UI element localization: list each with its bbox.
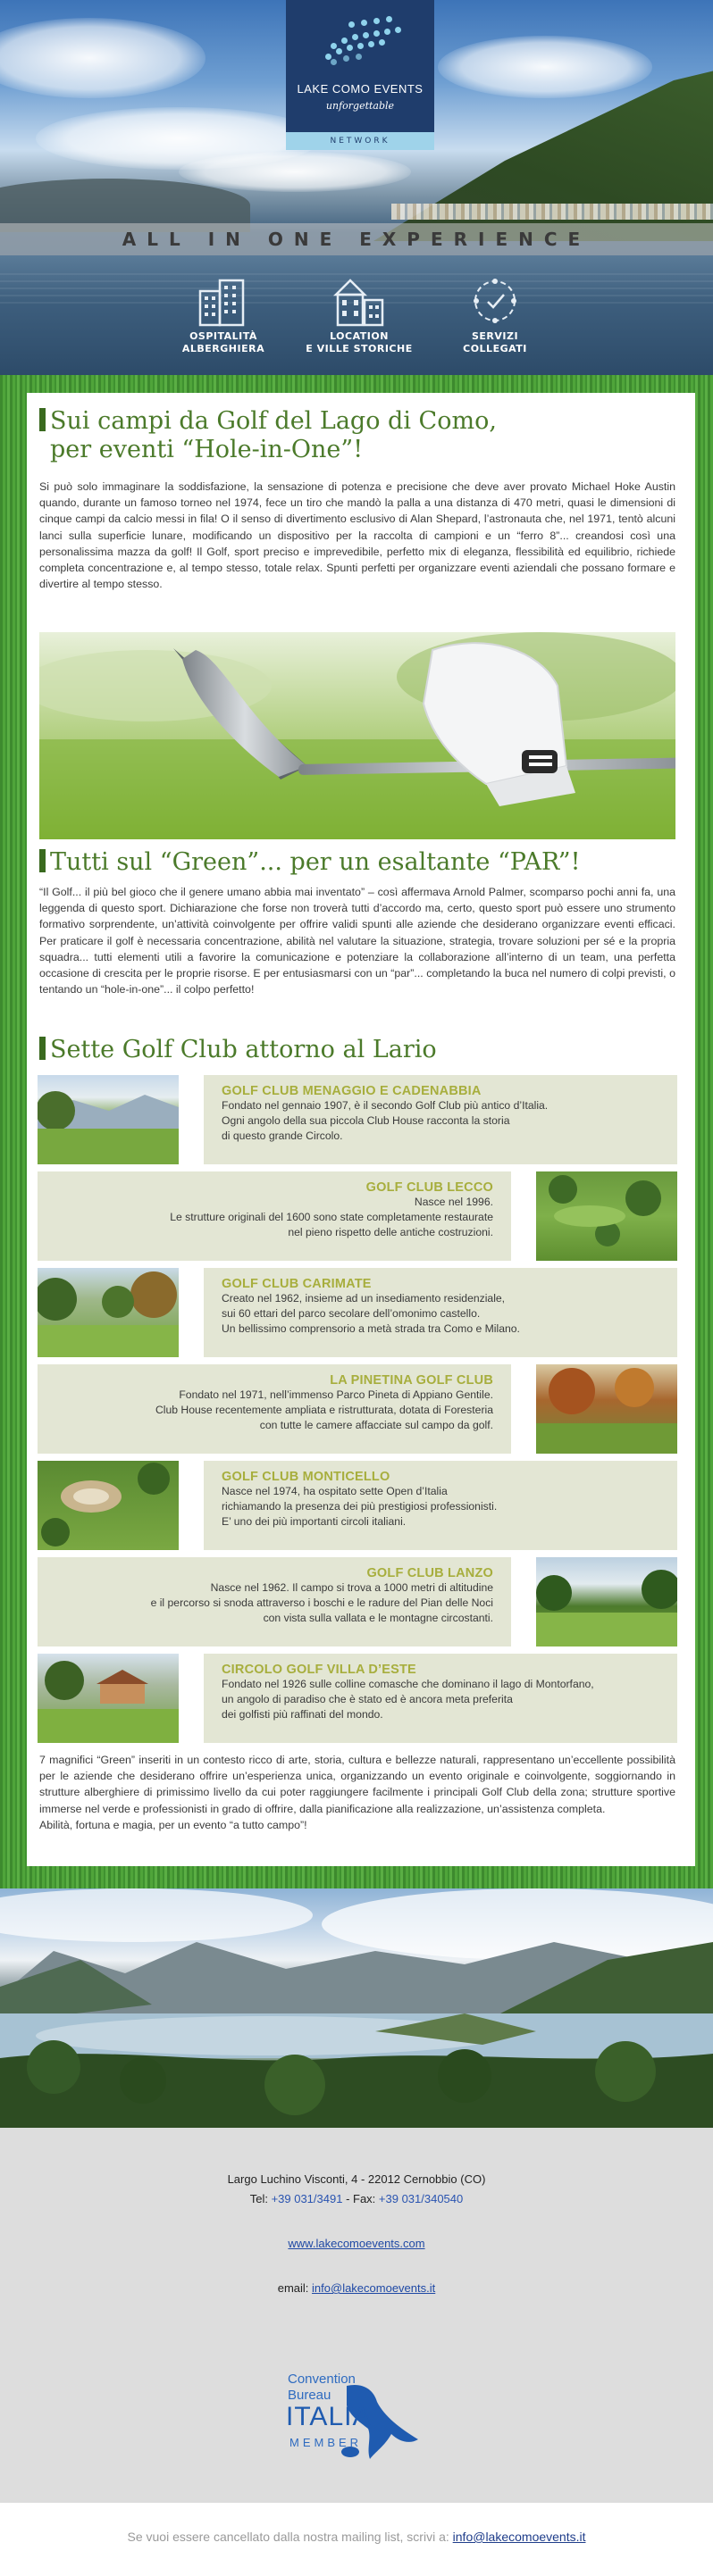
logo[interactable] (286, 0, 434, 150)
cloud (179, 152, 411, 192)
title-bar (39, 408, 46, 431)
footer-email-row: email: info@lakecomoevents.it (277, 2281, 436, 2295)
club-description: Creato nel 1962, insieme ad un insediamento residenziale, sui 60 ettari del parco secolare dell’omonimo castello. Un bellissimo comprensorio a metà strada tra Como e Milano. (222, 1292, 520, 1335)
footer-website-row (0, 2237, 713, 2250)
club-description: Fondato nel 1971, nell’immenso Parco Pineta di Appiano Gentile. Club House recentemente ampliata e ristrutturata, dotata di Foresteria con tutte le camere affacciate sul campo da golf. (155, 1388, 493, 1431)
club-row-carimate[interactable] (38, 1268, 677, 1357)
title-bar (39, 1037, 46, 1060)
section-title-golf-line2: per eventi “Hole-in-One”! (50, 436, 364, 463)
service-related[interactable] (432, 275, 558, 355)
hotel-icon (195, 275, 252, 327)
unsubscribe-text: Se vuoi essere cancellato dalla nostra mailing list, scrivi a: info@lakecomoevents.it (127, 2530, 586, 2544)
section-title-golf: Sui campi da Golf del Lago di Como, per eventi “Hole-in-One”! (39, 407, 497, 464)
club-name: GOLF CLUB MONTICELLO (222, 1470, 390, 1484)
club-photo (38, 1654, 179, 1743)
email-link[interactable]: info@lakecomoevents.it (312, 2281, 436, 2295)
closing-paragraph (39, 1752, 675, 1833)
hero-banner (0, 0, 713, 375)
club-name: LA PINETINA GOLF CLUB (330, 1373, 493, 1388)
logo-name: LAKE COMO EVENTS (297, 82, 424, 96)
lakeside-town (391, 204, 713, 220)
section-body-golf: Si può solo immaginare la soddisfazione, la sensazione di potenza e precisione che deve aver provato Michael Hoke Austin quando, durante un famoso torneo nel 1974, fece un tiro che mandò la palla a una distanza di 470 metri, quasi le dimensioni di cinque campi da calcio messi in fila! O il senso di divertimento esclusivo di Alan Shepard, l’astronauta che, nel 1971, tentò alcuni lanci sulla superficie lunare, modificando un dispositivo per la raccolta di campioni e un “ferro 8”... creandosi così una personalissima mazza da golf! Il Golf, sport preciso e imprevedibile, perfetto mix di eleganza, flessibilità ed equilibrio, richiede completa concentrazione e, al tempo stesso, totale relax. Spunti perfetti per organizzare eventi aziendali che possano formare e divertire al tempo stesso. (39, 480, 675, 591)
club-name: GOLF CLUB LECCO (365, 1180, 493, 1195)
service-label: ALBERGHIERA (181, 343, 265, 354)
club-description: Nasce nel 1962. Il campo si trova a 1000 metri di altitudine e il percorso si snoda attraverso i boschi e le radure del Pian delle Noci con vista sulla vallata e le montagne circostanti. (150, 1581, 493, 1624)
service-label: LOCATION (330, 330, 389, 342)
services-circle-icon (466, 275, 524, 327)
club-photo (536, 1171, 677, 1261)
club-info (38, 1364, 511, 1454)
unsubscribe-email-link[interactable]: info@lakecomoevents.it (452, 2530, 586, 2544)
footer-address: Largo Luchino Visconti, 4 - 22012 Cernobbio (CO) (227, 2172, 486, 2186)
club-info (38, 1171, 511, 1261)
lake-panorama-illustration (0, 1888, 713, 2128)
phone-number[interactable]: +39 031/3491 (271, 2192, 343, 2205)
service-hospitality[interactable] (161, 275, 286, 355)
fax-number[interactable]: +39 031/340540 (378, 2192, 464, 2205)
club-name: GOLF CLUB MENAGGIO E CADENABBIA (222, 1084, 482, 1098)
convention-bureau-badge (284, 2366, 432, 2464)
club-photo (38, 1075, 179, 1164)
lake-panorama (0, 1888, 713, 2128)
tagline-text: ALL IN ONE EXPERIENCE (122, 229, 591, 250)
closing-text-2: Abilità, fortuna e magia, per un evento “a tutto campo”! (39, 1818, 307, 1831)
service-label: OSPITALITÀ (189, 330, 257, 342)
club-name: CIRCOLO GOLF VILLA D’ESTE (222, 1663, 416, 1677)
club-name: GOLF CLUB CARIMATE (222, 1277, 372, 1291)
badge-line1: Convention (288, 2372, 356, 2387)
club-description: Fondato nel gennaio 1907, è il secondo Golf Club più antico d’Italia. Ogni angolo della sua piccola Club House racconta la storia di questo grande Circolo. (222, 1099, 549, 1142)
club-info (204, 1075, 677, 1164)
club-row-lecco[interactable] (38, 1171, 677, 1261)
closing-text: 7 magnifici “Green” inseriti in un contesto ricco di arte, storia, cultura e bellezze naturali, rappresentano un’eccellente possibilità per le aziende che desiderano offrire un’esperienza unica, organizzando un evento originale e coinvolgente, soggiornando in strutture alberghiere di primissimo livello da cui poter raggiungere facilmente i principali Golf Club della zona; strutture sportive immerse nel verde e professionisti in grado di offrire, dalla pianificazione alla realizzazione, un’assistenza completa. (39, 1754, 675, 1815)
club-row-pinetina[interactable] (38, 1364, 677, 1454)
club-photo (38, 1268, 179, 1357)
club-row-villa-deste[interactable] (38, 1654, 677, 1743)
golf-club-illustration (39, 632, 675, 839)
service-label: COLLEGATI (463, 343, 527, 354)
club-description: Fondato nel 1926 sulle colline comasche che dominano il lago di Montorfano, un angolo di paradiso che è stato ed è ancora meta preferita dei golfisti più raffinati del mondo. (222, 1678, 594, 1721)
section-title-green: Tutti sul “Green”... per un esaltante “PAR”! (39, 848, 580, 877)
footer-phone: Tel: +39 031/3491 - Fax: +39 031/340540 (249, 2192, 464, 2205)
club-info (38, 1557, 511, 1646)
section-body-green: “Il Golf... il più bel gioco che il genere umano abbia mai inventato” – così affermava Arnold Palmer, scomparso pochi anni fa, una leggenda di questo sport. Dichiarazione che forse non troverà tutti d’accordo ma, certo, questo sport può essere uno strumento formativo sorprendente, un’attività coinvolgente per offrire validi spunti alle aziende che desiderano organizzare eventi efficaci. Per praticare il golf è necessaria concentrazione, abilità nel valutare la situazione, strategia, trovare soluzioni per sé e la propria squadra... tutti elementi utili a favorire la comunicazione e potenziare la collaborazione all’interno di un team, una perfetta occasione di crescita per le proprie risorse. E per entusiasmarsi con un “par”... completando la buca nel numero di colpi previsti, o tentando un “hole-in-one”... il colpo perfetto! (39, 886, 675, 996)
tagline-band (0, 223, 713, 255)
service-location[interactable] (297, 275, 422, 355)
badge-line2: Bureau (288, 2388, 331, 2403)
club-row-monticello[interactable] (38, 1461, 677, 1550)
golf-club-photo (39, 632, 675, 839)
dots-wave-icon (322, 16, 402, 65)
club-row-lanzo[interactable] (38, 1557, 677, 1646)
title-bar (39, 849, 46, 872)
service-label: SERVIZI (471, 330, 519, 342)
website-link[interactable]: www.lakecomoevents.com (288, 2237, 425, 2250)
club-name: GOLF CLUB LANZO (366, 1566, 493, 1580)
club-photo (38, 1461, 179, 1550)
cloud (438, 36, 652, 98)
club-photo (536, 1557, 677, 1646)
logo-tagline: unforgettable (325, 100, 395, 112)
badge-line4: MEMBER (289, 2436, 363, 2449)
unsubscribe-bar (0, 2503, 713, 2576)
club-photo (536, 1364, 677, 1454)
section-title-clubs: Sette Golf Club attorno al Lario (39, 1036, 437, 1064)
service-label: E VILLE STORICHE (306, 343, 413, 354)
cloud (0, 18, 206, 98)
club-row-menaggio[interactable] (38, 1075, 677, 1164)
club-description: Nasce nel 1996. Le strutture originali del 1600 sono state completamente restaurate nel pieno rispetto delle antiche costruzioni. (170, 1196, 493, 1238)
logo-network: NETWORK (286, 132, 434, 150)
badge-line3: ITALIA (286, 2402, 372, 2431)
villa-icon (331, 275, 388, 327)
club-description: Nasce nel 1974, ha ospitato sette Open d’Italia richiamando la presenza dei più prestigiosi professionisti. E’ uno dei più importanti circoli italiani. (222, 1485, 498, 1528)
club-info (204, 1268, 677, 1357)
club-info (204, 1654, 677, 1743)
club-info (204, 1461, 677, 1550)
